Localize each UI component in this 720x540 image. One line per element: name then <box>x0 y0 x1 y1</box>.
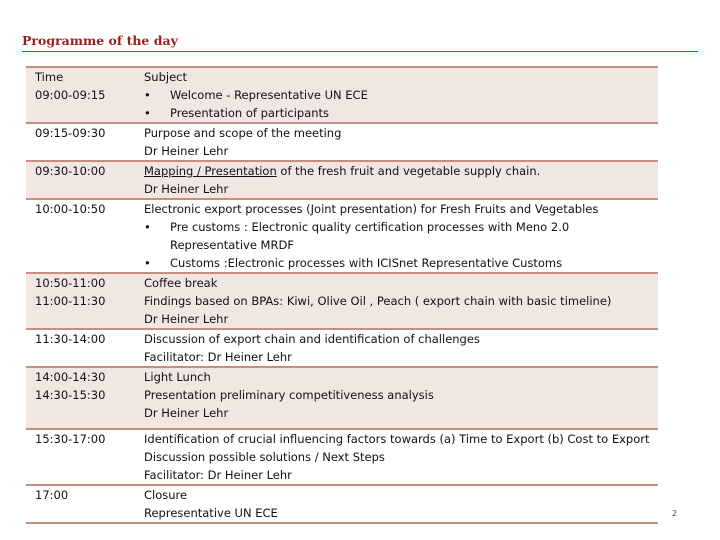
speaker-line: Dr Heiner Lehr <box>144 312 229 326</box>
subject-line: Discussion possible solutions / Next Steps <box>144 450 385 464</box>
time-slot: 15:30-17:00 <box>35 432 106 446</box>
subject-line: Identification of crucial influencing factors towards (a) Time to Export (b) Cost to Export <box>144 432 650 446</box>
time-slot: 09:15-09:30 <box>35 126 106 140</box>
bullet-icon: • <box>144 106 151 120</box>
table-row <box>26 67 658 123</box>
table-row <box>26 485 658 523</box>
table-cell-subject <box>135 199 658 273</box>
table-cell-time <box>26 199 135 273</box>
speaker-line: Representative UN ECE <box>144 506 278 520</box>
subject-line: Closure <box>144 488 188 502</box>
table-cell-subject <box>135 161 658 199</box>
time-slot: 11:30-14:00 <box>35 332 106 346</box>
subject-line: Findings based on BPAs: Kiwi, Olive Oil , Peach ( export chain with basic timeline) <box>144 294 612 308</box>
time-slot: 09:00-09:15 <box>35 88 106 102</box>
programme-table <box>26 66 658 524</box>
speaker-line: Facilitator: Dr Heiner Lehr <box>144 468 292 482</box>
table-row <box>26 199 658 273</box>
page-number: 2 <box>672 509 678 518</box>
time-slot: 17:00 <box>35 488 69 502</box>
table-row <box>26 329 658 367</box>
subject-line: Coffee break <box>144 276 218 290</box>
subject-line: Electronic export processes (Joint presentation) for Fresh Fruits and Vegetables <box>144 202 599 216</box>
bullet-icon: • <box>144 220 151 234</box>
time-slot: 09:30-10:00 <box>35 164 106 178</box>
table-cell-subject <box>135 273 658 329</box>
subject-line: Discussion of export chain and identification of challenges <box>144 332 480 346</box>
time-slot: 10:00-10:50 <box>35 202 106 216</box>
table-cell-time <box>26 429 135 485</box>
table-row <box>26 273 658 329</box>
list-item: • Presentation of participants <box>144 106 330 120</box>
header-time: Time <box>35 70 64 84</box>
table-cell-subject <box>135 329 658 367</box>
table-cell-subject <box>135 123 658 161</box>
table-cell-time <box>26 485 135 523</box>
time-slot: 14:00-14:30 <box>35 370 106 384</box>
list-item: • Welcome - Representative UN ECE <box>144 88 368 102</box>
table-cell-time <box>26 273 135 329</box>
subject-line: Mapping / Presentation of the fresh fruit and vegetable supply chain. <box>144 164 541 178</box>
table-row <box>26 123 658 161</box>
list-item: • Pre customs : Electronic quality certification processes with Meno 2.0 Representative MRDF <box>144 220 570 252</box>
speaker-line: Dr Heiner Lehr <box>144 144 229 158</box>
table-cell-time <box>26 123 135 161</box>
speaker-line: Dr Heiner Lehr <box>144 182 229 196</box>
bullet-icon: • <box>144 256 151 270</box>
table-row <box>26 161 658 199</box>
table-row <box>26 367 658 429</box>
table-cell-time <box>26 67 135 123</box>
time-slot: 10:50-11:00 <box>35 276 106 290</box>
speaker-line: Facilitator: Dr Heiner Lehr <box>144 350 292 364</box>
table-cell-time <box>26 161 135 199</box>
table-cell-subject <box>135 367 658 429</box>
table-cell-subject <box>135 485 658 523</box>
list-item: • Customs :Electronic processes with ICISnet Representative Customs <box>144 256 563 270</box>
header-subject: Subject <box>144 70 187 84</box>
table-cell-time <box>26 329 135 367</box>
time-slot: 11:00-11:30 <box>35 294 106 308</box>
subject-line: Purpose and scope of the meeting <box>144 126 342 140</box>
bullet-icon: • <box>144 88 151 102</box>
time-slot: 14:30-15:30 <box>35 388 106 402</box>
subject-line: Light Lunch <box>144 370 211 384</box>
table-row <box>26 429 658 485</box>
table-cell-subject <box>135 67 658 123</box>
table-cell-subject <box>135 429 658 485</box>
subject-line: Presentation preliminary competitiveness analysis <box>144 388 434 402</box>
speaker-line: Dr Heiner Lehr <box>144 406 229 420</box>
page-title: Programme of the day <box>22 33 178 48</box>
underlined-text: Mapping / Presentation <box>144 164 277 178</box>
table-cell-time <box>26 367 135 429</box>
title-divider <box>22 51 698 52</box>
